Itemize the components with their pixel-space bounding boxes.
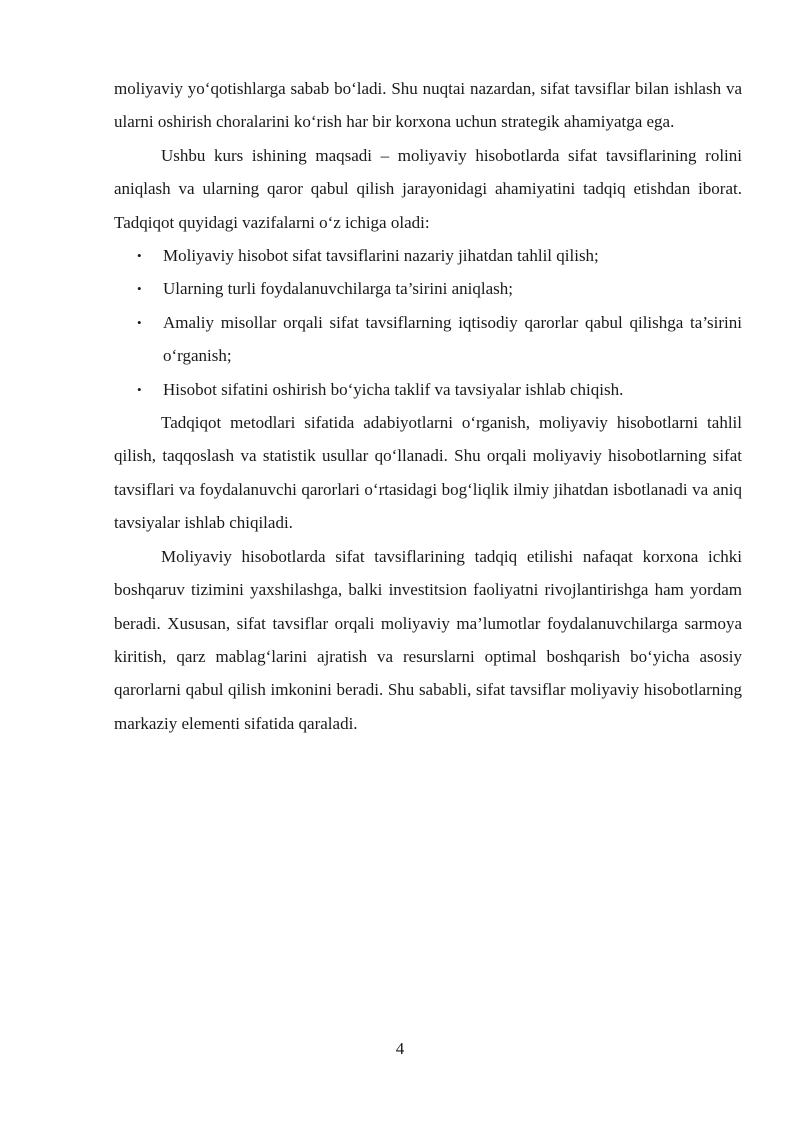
paragraph-purpose: Ushbu kurs ishining maqsadi – moliyaviy hisobotlarda sifat tavsiflarining rolini aniqlash va ularning qaror qabul qilish jarayonidagi ahamiyatini tadqiq etishdan iborat. Tadqiqot quyidagi vazifalarni o‘z ichiga oladi: <box>114 145 742 232</box>
bullet-icon: • <box>137 314 142 330</box>
list-item-text: Ularning turli foydalanuvchilarga ta’sirini aniqlash; <box>163 279 513 299</box>
paragraph-continuation: moliyaviy yo‘qotishlarga sabab bo‘ladi. Shu nuqtai nazardan, sifat tavsiflar bilan ishlash va ularni oshirish choralarini ko‘rish har bir korxona uchun strategik ahamiyatga ega. <box>114 79 742 132</box>
paragraph-methods: Tadqiqot metodlari sifatida adabiyotlarni o‘rganish, moliyaviy hisobotlarni tahlil qilish, taqqoslash va statistik usullar qo‘llanadi. Shu orqali moliyaviy hisobotlarning sifat tavsiflari va foydalanuvchi qarorlari o‘rtasidagi bog‘liqlik ilmiy jihatdan isbotlanadi va aniq tavsiyalar ishlab chiqiladi. <box>114 413 742 533</box>
bullet-icon: • <box>137 381 142 397</box>
bullet-icon: • <box>137 281 142 297</box>
bullet-icon: • <box>137 248 142 264</box>
list-item-text: Amaliy misollar orqali sifat tavsiflarning iqtisodiy qarorlar qabul qilishga ta’sirini o‘rganish; <box>163 312 742 366</box>
task-list <box>114 239 742 406</box>
list-item <box>114 373 742 406</box>
document-page-body <box>114 72 742 740</box>
list-item <box>114 306 742 373</box>
list-item-text: Moliyaviy hisobot sifat tavsiflarini nazariy jihatdan tahlil qilish; <box>163 246 599 266</box>
page-number: 4 <box>395 1039 405 1058</box>
list-item-text: Hisobot sifatini oshirish bo‘yicha taklif va tavsiyalar ishlab chiqish. <box>163 379 624 399</box>
list-item <box>114 272 742 305</box>
paragraph-significance: Moliyaviy hisobotlarda sifat tavsiflarining tadqiq etilishi nafaqat korxona ichki boshqaruv tizimini yaxshilashga, balki investitsion faoliyatni rivojlantirishga ham yordam beradi. Xususan, sifat tavsiflar orqali moliyaviy ma’lumotlar foydalanuvchilarga sarmoya kiritish, qarz mablag‘larini ajratish va resurslarni optimal boshqarish bo‘yicha asosiy qarorlarni qabul qilish imkonini beradi. Shu sababli, sifat tavsiflar moliyaviy hisobotlarning markaziy elementi sifatida qaraladi. <box>114 546 742 733</box>
list-item <box>114 239 742 272</box>
